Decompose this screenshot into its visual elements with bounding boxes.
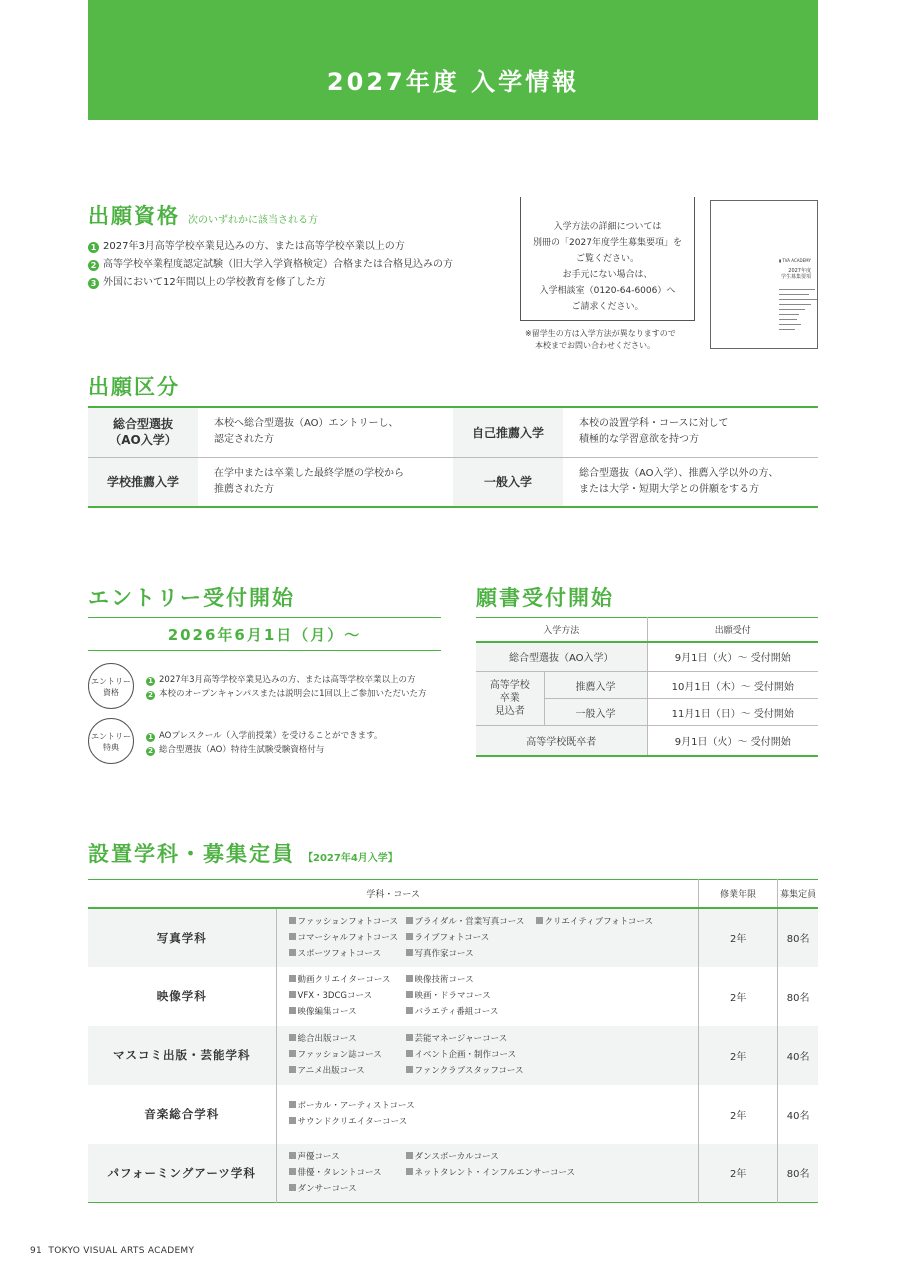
course-label: スポーツフォトコース: [297, 948, 381, 959]
table-cell: 高等学校既卒者: [476, 726, 647, 756]
table-row: [88, 908, 818, 967]
course-label: 映像編集コース: [297, 1007, 357, 1017]
note-line: ※留学生の方は入学方法が異なりますので: [525, 329, 676, 338]
course-label: 写真作家コース: [414, 948, 474, 959]
cell-line: 総合型選抜: [112, 417, 173, 432]
course-list: [276, 1026, 699, 1085]
badge-line: 特典: [103, 743, 119, 752]
note-line: ご覧ください。: [575, 254, 639, 264]
course-list: [276, 1085, 699, 1144]
booklet-image: [710, 200, 818, 349]
course-item: [406, 1031, 536, 1047]
square-bullet-icon: [289, 917, 296, 924]
course-item: [406, 1149, 536, 1165]
list-item: [88, 256, 508, 274]
column-header: 学科・コース: [88, 880, 699, 908]
course-spacer: [536, 1181, 699, 1197]
course-spacer: [536, 1031, 699, 1047]
square-bullet-icon: [406, 1007, 413, 1014]
course-item: [406, 914, 536, 930]
table-header-row: [476, 618, 818, 642]
course-label: 映画・ドラマコース: [414, 991, 491, 1001]
cell-line: 認定された方: [214, 434, 274, 446]
square-bullet-icon: [289, 991, 296, 998]
list-item: [146, 673, 427, 687]
square-bullet-icon: [406, 933, 413, 940]
table-cell: [198, 407, 453, 457]
study-years: 2年: [699, 1144, 778, 1203]
application-title: 願書受付開始: [476, 586, 614, 610]
courses-subtitle: 【2027年4月入学】: [303, 853, 398, 864]
course-label: 芸能マネージャーコース: [414, 1034, 508, 1044]
page-footer: [30, 1246, 194, 1256]
courses-title: 設置学科・募集定員: [88, 842, 295, 866]
course-label: ダンスボーカルコース: [414, 1151, 499, 1162]
table-header-row: [88, 880, 818, 908]
course-spacer: [536, 1165, 699, 1181]
department-name: 映像学科: [88, 967, 276, 1026]
table-cell: 一般入学: [544, 699, 647, 726]
course-spacer: [536, 1098, 699, 1114]
department-name: パフォーミングアーツ学科: [88, 1144, 276, 1203]
course-label: クリエイティブフォトコース: [544, 916, 653, 927]
column-header: 募集定員: [778, 880, 818, 908]
course-spacer: [536, 1149, 699, 1165]
table-cell: 10月1日（木）〜 受付開始: [647, 672, 818, 699]
course-label: 総合出版コース: [297, 1034, 357, 1044]
table-row: [88, 457, 818, 507]
course-item: [289, 1047, 406, 1063]
course-label: サウンドクリエイターコース: [297, 1117, 408, 1127]
course-label: バラエティ番組コース: [414, 1007, 499, 1017]
square-bullet-icon: [289, 1050, 296, 1057]
item-text: 外国において12年間以上の学校教育を修了した方: [103, 277, 326, 288]
course-list: [276, 1144, 699, 1203]
booklet-logo: ▮ TVA ACADEMY: [778, 258, 811, 263]
square-bullet-icon: [289, 1007, 296, 1014]
cell-line: 在学中または卒業した最終学歴の学校から: [214, 467, 404, 479]
table-cell: [563, 457, 818, 507]
cell-line: 高等学校: [489, 680, 530, 691]
square-bullet-icon: [289, 1034, 296, 1041]
square-bullet-icon: [289, 1184, 296, 1191]
course-label: コマーシャルフォトコース: [297, 932, 398, 943]
courses-heading: [88, 838, 398, 868]
item-text: 本校のオープンキャンパスまたは説明会に1回以上ご参加いただいた方: [159, 689, 427, 699]
number-badge: 2: [146, 747, 155, 756]
department-name: マスコミ出版・芸能学科: [88, 1026, 276, 1085]
table-header-cell: 一般入学: [453, 457, 563, 507]
column-header: 修業年限: [699, 880, 778, 908]
course-item: [289, 946, 406, 962]
number-badge: 1: [88, 242, 99, 253]
square-bullet-icon: [406, 1152, 413, 1159]
course-item: [289, 930, 406, 946]
course-item: [406, 972, 536, 988]
booklet-title: 学生募集要項: [780, 274, 811, 280]
course-spacer: [406, 1114, 536, 1130]
cell-line: 本校へ総合型選抜（AO）エントリーし、: [214, 418, 399, 430]
course-item: [406, 930, 536, 946]
badge-line: エントリー: [91, 677, 131, 686]
department-name: 音楽総合学科: [88, 1085, 276, 1144]
table-header-cell: 自己推薦入学: [453, 407, 563, 457]
item-text: 2027年3月高等学校卒業見込みの方、または高等学校卒業以上の方: [159, 675, 416, 685]
entry-perk-list: [146, 729, 382, 757]
capacity: 40名: [786, 1110, 810, 1122]
study-years: 2年: [699, 1085, 778, 1144]
square-bullet-icon: [406, 1066, 413, 1073]
square-bullet-icon: [406, 917, 413, 924]
cell-line: 積極的な学習意欲を持つ方: [579, 434, 699, 446]
badge-line: 資格: [103, 688, 119, 697]
course-list: [276, 967, 699, 1026]
square-bullet-icon: [406, 1050, 413, 1057]
square-bullet-icon: [289, 933, 296, 940]
cell-line: 見込者: [494, 706, 525, 717]
table-row: [88, 967, 818, 1026]
course-item: [406, 988, 536, 1004]
intl-student-note: [525, 328, 705, 352]
note-line: ご請求ください。: [571, 302, 644, 312]
number-badge: 2: [146, 691, 155, 700]
note-line: 別冊の「2027年度学生募集要項」を: [533, 238, 682, 248]
qualification-list: [88, 238, 508, 292]
course-spacer: [536, 1063, 699, 1079]
list-item: [88, 274, 508, 292]
course-label: 動画クリエイターコース: [297, 975, 391, 985]
course-item: [406, 946, 536, 962]
item-text: 高等学校卒業程度認定試験（旧大学入学資格検定）合格または合格見込みの方: [103, 259, 453, 270]
capacity: 80名: [786, 992, 810, 1004]
course-item: [289, 1031, 406, 1047]
course-item: [289, 1181, 406, 1197]
course-spacer: [536, 1047, 699, 1063]
course-spacer: [536, 988, 699, 1004]
course-label: ボーカル・アーティストコース: [297, 1101, 415, 1111]
item-text: 総合型選抜（AO）特待生試験受験資格付与: [159, 745, 325, 755]
square-bullet-icon: [406, 991, 413, 998]
course-label: ネットタレント・インフルエンサーコース: [414, 1167, 576, 1178]
cell-line: （AO入学）: [109, 433, 177, 448]
column-header: 入学方法: [476, 618, 647, 642]
square-bullet-icon: [289, 1152, 296, 1159]
table-cell: 9月1日（火）〜 受付開始: [674, 736, 791, 748]
item-text: AOプレスクール（入学前授業）を受けることができます。: [159, 731, 383, 741]
entry-title: エントリー受付開始: [88, 586, 295, 610]
course-label: ブライダル・営業写真コース: [414, 916, 525, 927]
square-bullet-icon: [289, 1117, 296, 1124]
capacity: 80名: [778, 908, 818, 967]
list-item: [146, 743, 382, 757]
courses-table: [88, 879, 818, 1203]
table-header-cell: [88, 407, 198, 457]
course-item: [406, 1004, 536, 1020]
course-label: 映像技術コース: [414, 975, 474, 985]
header-banner: [88, 0, 818, 120]
course-item: [289, 1165, 406, 1181]
division-title: 出願区分: [88, 375, 180, 399]
table-row: [88, 407, 818, 457]
note-line: 入学相談室（0120-64-6006）へ: [539, 286, 676, 296]
course-item: [289, 1149, 406, 1165]
course-spacer: [406, 1181, 536, 1197]
cell-line: または大学・短期大学との併願をする方: [579, 483, 759, 495]
note-line: 入学方法の詳細については: [553, 222, 662, 232]
course-item: [289, 972, 406, 988]
course-spacer: [406, 1098, 536, 1114]
course-label: アニメ出版コース: [297, 1066, 365, 1076]
course-list: [276, 908, 699, 967]
course-item: [289, 1114, 406, 1130]
capacity: 40名: [778, 1026, 818, 1085]
square-bullet-icon: [289, 1066, 296, 1073]
list-item: [146, 687, 427, 701]
course-label: VFX・3DCGコース: [297, 991, 373, 1001]
column-header: 出願受付: [647, 618, 818, 642]
department-name: 写真学科: [88, 908, 276, 967]
course-spacer: [536, 1004, 699, 1020]
number-badge: 1: [146, 677, 155, 686]
course-label: 声優コース: [297, 1151, 340, 1162]
info-note-box: [520, 197, 695, 321]
course-label: 俳優・タレントコース: [297, 1167, 382, 1178]
table-cell: 総合型選抜（AO入学）: [476, 642, 647, 672]
course-spacer: [536, 1114, 699, 1130]
entry-qualification-list: [146, 673, 427, 701]
number-badge: 2: [88, 260, 99, 271]
table-cell: 推薦入学: [544, 672, 647, 699]
booklet-year: 2027年度: [788, 268, 811, 274]
square-bullet-icon: [406, 1034, 413, 1041]
table-row: [476, 726, 818, 756]
course-label: イベント企画・制作コース: [414, 1050, 517, 1060]
qualification-subtitle: 次のいずれかに該当される方: [188, 215, 318, 226]
course-item: [289, 988, 406, 1004]
square-bullet-icon: [289, 1101, 296, 1108]
entry-perk-badge: [88, 718, 134, 764]
course-spacer: [536, 930, 699, 946]
entry-start-date: 2026年6月1日（月）〜: [88, 617, 441, 651]
table-cell: 9月1日（火）〜 受付開始: [647, 642, 818, 672]
table-cell: [198, 457, 453, 507]
course-label: ライブフォトコース: [414, 932, 490, 943]
course-label: ダンサーコース: [297, 1183, 357, 1194]
capacity: 80名: [778, 1144, 818, 1203]
course-spacer: [536, 946, 699, 962]
badge-line: エントリー: [91, 732, 131, 741]
table-header-cell: 学校推薦入学: [88, 457, 198, 507]
square-bullet-icon: [536, 917, 543, 924]
study-years: 2年: [699, 967, 778, 1026]
square-bullet-icon: [406, 1168, 413, 1175]
study-years: 2年: [699, 908, 778, 967]
course-item: [406, 1047, 536, 1063]
item-text: 2027年3月高等学校卒業見込みの方、または高等学校卒業以上の方: [103, 241, 405, 252]
course-item: [289, 1063, 406, 1079]
square-bullet-icon: [289, 949, 296, 956]
course-item: [289, 1098, 415, 1114]
cell-line: 卒業: [499, 693, 520, 704]
course-item: [406, 1165, 576, 1181]
cell-line: 本校の設置学科・コースに対して: [579, 418, 729, 430]
course-label: ファンクラブスタッフコース: [414, 1066, 524, 1076]
square-bullet-icon: [289, 975, 296, 982]
number-badge: 1: [146, 733, 155, 742]
qualification-title: 出願資格: [88, 204, 180, 228]
course-item: [406, 1063, 536, 1079]
square-bullet-icon: [289, 1168, 296, 1175]
application-table: [476, 617, 818, 757]
table-row: [476, 672, 818, 699]
course-spacer: [536, 972, 699, 988]
course-item: [289, 914, 406, 930]
school-name: TOKYO VISUAL ARTS ACADEMY: [48, 1246, 195, 1256]
table-row: [88, 1085, 818, 1144]
course-label: ファッション誌コース: [297, 1050, 382, 1060]
course-label: ファッションフォトコース: [297, 916, 398, 927]
table-cell: [563, 407, 818, 457]
page-number: 91: [30, 1246, 43, 1256]
table-cell: [476, 672, 544, 726]
qualification-heading: [88, 200, 318, 230]
page-title: 2027年度 入学情報: [326, 68, 580, 96]
division-table: [88, 406, 818, 508]
table-row: [88, 1144, 818, 1203]
table-row: [476, 642, 818, 672]
note-line: お手元にない場合は、: [562, 270, 653, 280]
cell-line: 総合型選抜（AO入学）、推薦入学以外の方、: [579, 467, 779, 479]
cell-line: 推薦された方: [214, 483, 274, 495]
entry-qualification-badge: [88, 663, 134, 709]
number-badge: 3: [88, 278, 99, 289]
note-line: 本校までお問い合わせください。: [535, 341, 655, 350]
list-item: [146, 729, 382, 743]
square-bullet-icon: [406, 949, 413, 956]
booklet-lines: [779, 289, 819, 334]
table-cell: 11月1日（日）〜 受付開始: [647, 699, 818, 726]
study-years: 2年: [699, 1026, 778, 1085]
course-item: [536, 914, 699, 930]
table-row: [88, 1026, 818, 1085]
course-item: [289, 1004, 406, 1020]
square-bullet-icon: [406, 975, 413, 982]
list-item: [88, 238, 508, 256]
